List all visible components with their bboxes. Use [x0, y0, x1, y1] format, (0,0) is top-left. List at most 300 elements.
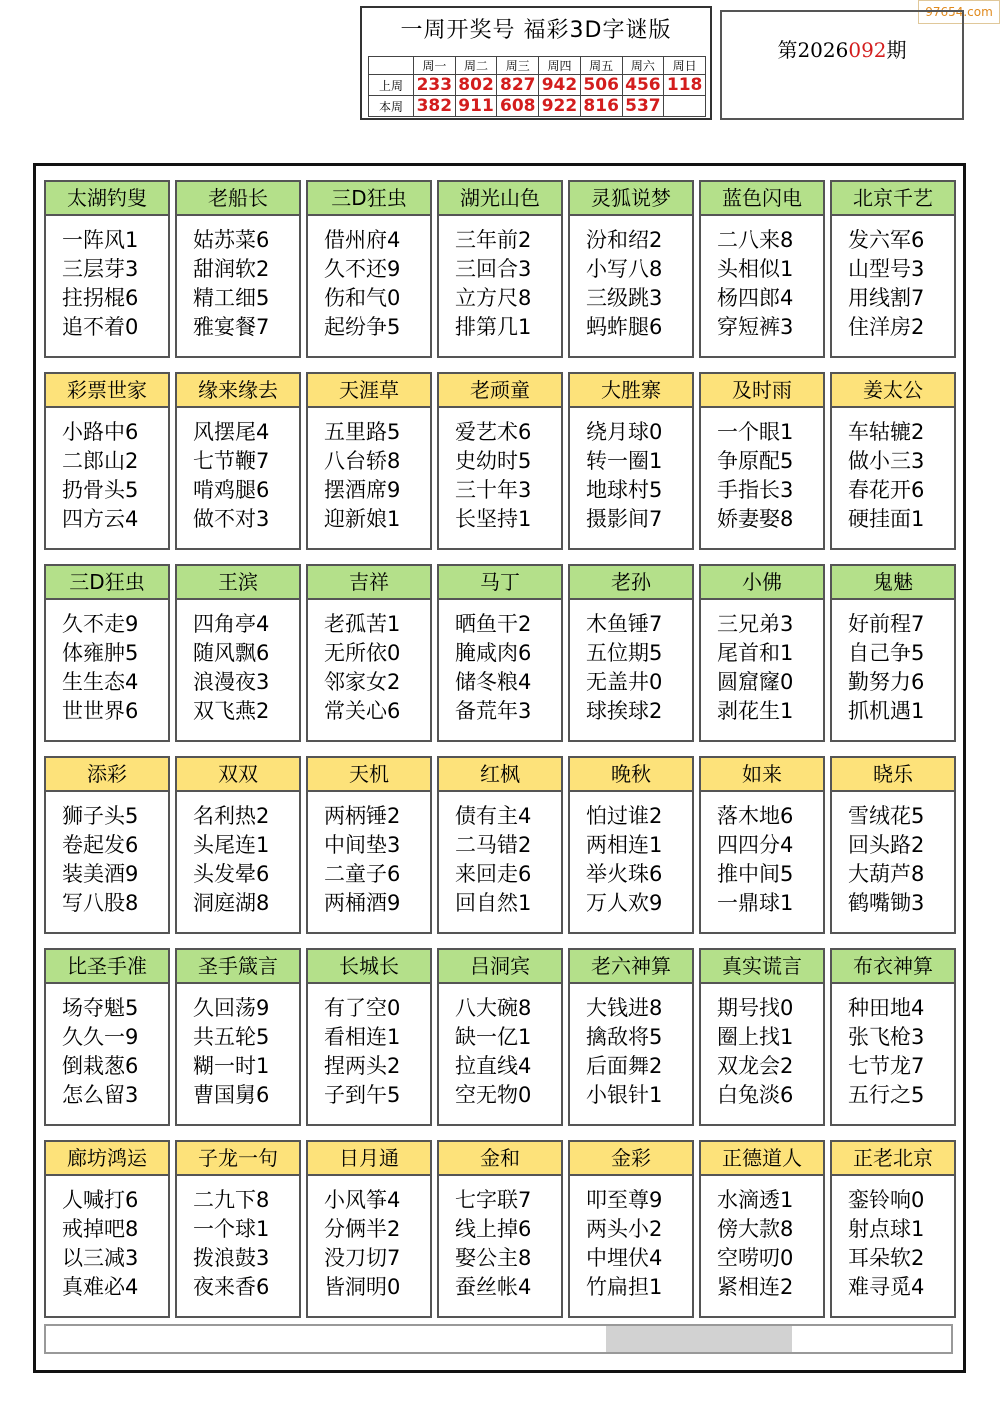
- riddle-card: [568, 948, 694, 1126]
- author-name: 圣手箴言: [177, 950, 299, 984]
- author-name: 三D狂虫: [46, 566, 168, 600]
- riddle-line: 争原配5: [717, 449, 794, 473]
- draw-number: 537: [622, 96, 664, 117]
- riddle-line: 二九下8: [193, 1188, 270, 1212]
- riddle-line: 举火珠6: [586, 862, 663, 886]
- riddle-line: 车轱辘2: [848, 420, 925, 444]
- riddle-line: 无所依0: [324, 641, 401, 665]
- riddle-lines: [439, 792, 561, 932]
- riddle-card: [699, 756, 825, 934]
- riddle-line: 皆洞明0: [324, 1275, 401, 1299]
- riddle-line: 风摆尾4: [193, 420, 270, 444]
- riddle-line: 一个眼1: [717, 420, 794, 444]
- riddle-line: 中埋伏4: [586, 1246, 663, 1270]
- riddle-lines: [177, 792, 299, 932]
- author-name: 天涯草: [308, 374, 430, 408]
- riddle-line: 种田地4: [848, 996, 925, 1020]
- riddle-line: 怎么留3: [62, 1083, 139, 1107]
- riddle-lines: [832, 984, 954, 1124]
- riddle-card: [175, 948, 301, 1126]
- riddle-lines: [177, 984, 299, 1124]
- riddle-line: 储冬粮4: [455, 670, 532, 694]
- riddle-line: 久不走9: [62, 612, 139, 636]
- riddle-lines: [46, 1176, 168, 1316]
- riddle-lines: [439, 984, 561, 1124]
- riddle-card: [175, 180, 301, 358]
- author-name: 马丁: [439, 566, 561, 600]
- riddle-card: [699, 1140, 825, 1318]
- author-name: 正老北京: [832, 1142, 954, 1176]
- riddle-line: 长坚持1: [455, 507, 532, 531]
- riddle-line: 手指长3: [717, 478, 794, 502]
- riddle-line: 浪漫夜3: [193, 670, 270, 694]
- riddle-lines: [570, 792, 692, 932]
- draw-number: 827: [497, 75, 539, 96]
- riddle-card: [44, 756, 170, 934]
- riddle-line: 伤和气0: [324, 286, 401, 310]
- author-name: 长城长: [308, 950, 430, 984]
- author-name: 如来: [701, 758, 823, 792]
- author-name: 布衣神算: [832, 950, 954, 984]
- draw-number: 911: [455, 96, 497, 117]
- author-name: 金彩: [570, 1142, 692, 1176]
- riddle-line: 后面舞2: [586, 1054, 663, 1078]
- riddle-line: 四方云4: [62, 507, 139, 531]
- riddle-line: 小银针1: [586, 1083, 663, 1107]
- riddle-card: [175, 564, 301, 742]
- riddle-line: 雅宴餐7: [193, 315, 270, 339]
- riddle-lines: [439, 408, 561, 548]
- riddle-line: 腌咸肉6: [455, 641, 532, 665]
- author-name: 王滨: [177, 566, 299, 600]
- author-name: 蓝色闪电: [701, 182, 823, 216]
- riddle-card: [568, 180, 694, 358]
- riddle-line: 立方尺8: [455, 286, 532, 310]
- riddle-line: 水滴透1: [717, 1188, 794, 1212]
- riddle-line: 三层芽3: [62, 257, 139, 281]
- row-label: 本周: [369, 96, 414, 117]
- riddle-line: 二八来8: [717, 228, 794, 252]
- riddle-card: [437, 948, 563, 1126]
- day-label: 周一: [414, 57, 456, 75]
- riddle-line: 捏两头2: [324, 1054, 401, 1078]
- riddle-line: 四角亭4: [193, 612, 270, 636]
- riddle-lines: [177, 600, 299, 740]
- riddle-line: 硬挂面1: [848, 507, 925, 531]
- riddle-lines: [177, 408, 299, 548]
- riddle-line: 场夺魁5: [62, 996, 139, 1020]
- author-name: 双双: [177, 758, 299, 792]
- riddle-card: [44, 372, 170, 550]
- riddle-line: 銮铃响0: [848, 1188, 925, 1212]
- author-name: 缘来缘去: [177, 374, 299, 408]
- author-name: 金和: [439, 1142, 561, 1176]
- riddle-line: 线上掉6: [455, 1217, 532, 1241]
- riddle-line: 汾和绍2: [586, 228, 663, 252]
- riddle-card: [568, 1140, 694, 1318]
- riddle-line: 来回走6: [455, 862, 532, 886]
- riddle-lines: [439, 216, 561, 356]
- riddle-line: 迎新娘1: [324, 507, 401, 531]
- riddle-line: 狮子头5: [62, 804, 139, 828]
- riddle-line: 五行之5: [848, 1083, 925, 1107]
- draw-table: [368, 56, 706, 117]
- author-name: 比圣手准: [46, 950, 168, 984]
- author-name: 及时雨: [701, 374, 823, 408]
- riddle-line: 摄影间7: [586, 507, 663, 531]
- riddle-line: 卷起发6: [62, 833, 139, 857]
- riddle-line: 世世界6: [62, 699, 139, 723]
- riddle-line: 两头小2: [586, 1217, 663, 1241]
- this-week-row: [369, 96, 706, 117]
- riddle-line: 两相连1: [586, 833, 663, 857]
- riddle-line: 没刀切7: [324, 1246, 401, 1270]
- last-week-row: [369, 75, 706, 96]
- riddle-card: [44, 564, 170, 742]
- day-label: 周日: [664, 57, 706, 75]
- issue-suffix: 期: [886, 38, 907, 62]
- author-name: 老顽童: [439, 374, 561, 408]
- riddle-line: 头相似1: [717, 257, 794, 281]
- riddle-line: 期号找0: [717, 996, 794, 1020]
- riddle-line: 看相连1: [324, 1025, 401, 1049]
- riddle-lines: [308, 792, 430, 932]
- riddle-line: 史幼时5: [455, 449, 532, 473]
- riddle-line: 倒栽葱6: [62, 1054, 139, 1078]
- riddle-line: 竹扁担1: [586, 1275, 663, 1299]
- riddle-line: 债有主4: [455, 804, 532, 828]
- riddle-line: 转一圈1: [586, 449, 663, 473]
- days-row: [369, 57, 706, 75]
- riddle-line: 做小三3: [848, 449, 925, 473]
- riddle-line: 久回荡9: [193, 996, 270, 1020]
- riddle-line: 勤努力6: [848, 670, 925, 694]
- riddle-line: 小路中6: [62, 420, 139, 444]
- author-name: 老船长: [177, 182, 299, 216]
- riddle-line: 怕过谁2: [586, 804, 663, 828]
- day-label: 周二: [455, 57, 497, 75]
- riddle-line: 球挨球2: [586, 699, 663, 723]
- riddle-line: 张飞枪3: [848, 1025, 925, 1049]
- author-name: 三D狂虫: [308, 182, 430, 216]
- riddle-grid: [44, 180, 956, 1318]
- riddle-line: 好前程7: [848, 612, 925, 636]
- riddle-lines: [308, 1176, 430, 1316]
- riddle-lines: [308, 216, 430, 356]
- draw-number: 816: [580, 96, 622, 117]
- riddle-line: 三年前2: [455, 228, 532, 252]
- riddle-card: [437, 372, 563, 550]
- riddle-lines: [832, 792, 954, 932]
- riddle-line: 追不着0: [62, 315, 139, 339]
- riddle-line: 落木地6: [717, 804, 794, 828]
- author-name: 北京千艺: [832, 182, 954, 216]
- riddle-line: 小风筝4: [324, 1188, 401, 1212]
- riddle-line: 叩至尊9: [586, 1188, 663, 1212]
- riddle-line: 头尾连1: [193, 833, 270, 857]
- riddle-line: 耳朵软2: [848, 1246, 925, 1270]
- riddle-lines: [701, 1176, 823, 1316]
- riddle-line: 备荒年3: [455, 699, 532, 723]
- draw-number: 802: [455, 75, 497, 96]
- riddle-line: 起纷争5: [324, 315, 401, 339]
- author-name: 天机: [308, 758, 430, 792]
- riddle-card: [568, 372, 694, 550]
- riddle-card: [830, 1140, 956, 1318]
- riddle-line: 两柄锤2: [324, 804, 401, 828]
- riddle-card: [306, 372, 432, 550]
- riddle-card: [568, 564, 694, 742]
- riddle-line: 真难必4: [62, 1275, 139, 1299]
- draw-number: 506: [580, 75, 622, 96]
- riddle-lines: [308, 600, 430, 740]
- riddle-line: 精工细5: [193, 286, 270, 310]
- riddle-line: 杨四郎4: [717, 286, 794, 310]
- riddle-lines: [570, 216, 692, 356]
- riddle-lines: [701, 984, 823, 1124]
- riddle-card: [306, 564, 432, 742]
- riddle-lines: [701, 600, 823, 740]
- riddle-line: 娇妻娶8: [717, 507, 794, 531]
- riddle-line: 大葫芦8: [848, 862, 925, 886]
- riddle-line: 抓机遇1: [848, 699, 925, 723]
- riddle-line: 随风飘6: [193, 641, 270, 665]
- row-label: 上周: [369, 75, 414, 96]
- author-name: 子龙一句: [177, 1142, 299, 1176]
- riddle-line: 鹤嘴锄3: [848, 891, 925, 915]
- riddle-line: 八大碗8: [455, 996, 532, 1020]
- riddle-lines: [832, 1176, 954, 1316]
- riddle-line: 空无物0: [455, 1083, 532, 1107]
- riddle-line: 回自然1: [455, 891, 532, 915]
- bottom-bar: [44, 1324, 953, 1354]
- riddle-line: 大钱进8: [586, 996, 663, 1020]
- riddle-board: [33, 163, 966, 1373]
- riddle-line: 拨浪鼓3: [193, 1246, 270, 1270]
- riddle-line: 夜来香6: [193, 1275, 270, 1299]
- riddle-lines: [570, 600, 692, 740]
- riddle-card: [437, 756, 563, 934]
- riddle-line: 剥花生1: [717, 699, 794, 723]
- riddle-lines: [46, 600, 168, 740]
- riddle-line: 白兔淡6: [717, 1083, 794, 1107]
- riddle-line: 一个球1: [193, 1217, 270, 1241]
- riddle-line: 娶公主8: [455, 1246, 532, 1270]
- issue-number: 092: [848, 38, 887, 62]
- riddle-lines: [832, 408, 954, 548]
- riddle-card: [830, 564, 956, 742]
- author-name: 彩票世家: [46, 374, 168, 408]
- riddle-line: 共五轮5: [193, 1025, 270, 1049]
- riddle-line: 万人欢9: [586, 891, 663, 915]
- riddle-lines: [46, 984, 168, 1124]
- riddle-line: 射点球1: [848, 1217, 925, 1241]
- riddle-line: 二马错2: [455, 833, 532, 857]
- riddle-line: 春花开6: [848, 478, 925, 502]
- riddle-lines: [46, 792, 168, 932]
- riddle-card: [830, 948, 956, 1126]
- author-name: 日月通: [308, 1142, 430, 1176]
- riddle-card: [306, 948, 432, 1126]
- riddle-card: [830, 372, 956, 550]
- riddle-line: 二郎山2: [62, 449, 139, 473]
- riddle-card: [568, 756, 694, 934]
- riddle-card: [699, 564, 825, 742]
- author-name: 灵狐说梦: [570, 182, 692, 216]
- riddle-line: 无盖井0: [586, 670, 663, 694]
- author-name: 姜太公: [832, 374, 954, 408]
- draw-number: 942: [539, 75, 581, 96]
- corner-cell: [369, 57, 414, 75]
- riddle-line: 自己争5: [848, 641, 925, 665]
- day-label: 周六: [622, 57, 664, 75]
- riddle-line: 五里路5: [324, 420, 401, 444]
- issue-prefix: 第2026: [777, 38, 849, 62]
- riddle-card: [175, 1140, 301, 1318]
- riddle-line: 发六军6: [848, 228, 925, 252]
- riddle-line: 名利热2: [193, 804, 270, 828]
- riddle-line: 装美酒9: [62, 862, 139, 886]
- riddle-line: 爱艺术6: [455, 420, 532, 444]
- author-name: 太湖钓叟: [46, 182, 168, 216]
- draw-number: 382: [414, 96, 456, 117]
- riddle-line: 排第几1: [455, 315, 532, 339]
- riddle-line: 两桶酒9: [324, 891, 401, 915]
- author-name: 添彩: [46, 758, 168, 792]
- riddle-lines: [46, 408, 168, 548]
- author-name: 大胜寨: [570, 374, 692, 408]
- riddle-lines: [308, 984, 430, 1124]
- riddle-line: 山型号3: [848, 257, 925, 281]
- day-label: 周四: [539, 57, 581, 75]
- riddle-line: 八台轿8: [324, 449, 401, 473]
- riddle-line: 头发晕6: [193, 862, 270, 886]
- riddle-line: 圆窟窿0: [717, 670, 794, 694]
- riddle-card: [699, 948, 825, 1126]
- riddle-line: 洞庭湖8: [193, 891, 270, 915]
- author-name: 吉祥: [308, 566, 430, 600]
- draw-number: 118: [664, 75, 706, 96]
- riddle-line: 空唠叨0: [717, 1246, 794, 1270]
- riddle-line: 穿短裤3: [717, 315, 794, 339]
- riddle-line: 中间垫3: [324, 833, 401, 857]
- riddle-card: [44, 180, 170, 358]
- riddle-card: [437, 180, 563, 358]
- riddle-card: [830, 756, 956, 934]
- riddle-lines: [177, 1176, 299, 1316]
- riddle-line: 用线割7: [848, 286, 925, 310]
- riddle-line: 戒掉吧8: [62, 1217, 139, 1241]
- riddle-line: 做不对3: [193, 507, 270, 531]
- riddle-line: 蚂蚱腿6: [586, 315, 663, 339]
- riddle-card: [306, 180, 432, 358]
- riddle-line: 回头路2: [848, 833, 925, 857]
- riddle-card: [437, 564, 563, 742]
- author-name: 真实谎言: [701, 950, 823, 984]
- riddle-card: [306, 756, 432, 934]
- riddle-card: [699, 180, 825, 358]
- riddle-lines: [570, 984, 692, 1124]
- riddle-lines: [439, 1176, 561, 1316]
- riddle-card: [437, 1140, 563, 1318]
- draw-number: 608: [497, 96, 539, 117]
- riddle-line: 蚕丝帐4: [455, 1275, 532, 1299]
- riddle-card: [175, 756, 301, 934]
- riddle-line: 久久一9: [62, 1025, 139, 1049]
- riddle-line: 曹国舅6: [193, 1083, 270, 1107]
- riddle-card: [699, 372, 825, 550]
- author-name: 晓乐: [832, 758, 954, 792]
- riddle-lines: [308, 408, 430, 548]
- riddle-line: 七节鞭7: [193, 449, 270, 473]
- watermark-logo: 97654.com: [918, 0, 1000, 24]
- riddle-lines: [177, 216, 299, 356]
- riddle-line: 四四分4: [717, 833, 794, 857]
- riddle-lines: [701, 408, 823, 548]
- riddle-line: 分俩半2: [324, 1217, 401, 1241]
- riddle-line: 地球村5: [586, 478, 663, 502]
- riddle-line: 推中间5: [717, 862, 794, 886]
- author-name: 老六神算: [570, 950, 692, 984]
- riddle-line: 擒敌将5: [586, 1025, 663, 1049]
- riddle-line: 啃鸡腿6: [193, 478, 270, 502]
- riddle-line: 有了空0: [324, 996, 401, 1020]
- riddle-line: 五位期5: [586, 641, 663, 665]
- riddle-line: 以三减3: [62, 1246, 139, 1270]
- riddle-line: 体雍肿5: [62, 641, 139, 665]
- riddle-line: 拄拐棍6: [62, 286, 139, 310]
- riddle-lines: [832, 600, 954, 740]
- riddle-line: 尾首和1: [717, 641, 794, 665]
- riddle-line: 拉直线4: [455, 1054, 532, 1078]
- riddle-line: 老孤苦1: [324, 612, 401, 636]
- author-name: 晚秋: [570, 758, 692, 792]
- day-label: 周三: [497, 57, 539, 75]
- riddle-card: [306, 1140, 432, 1318]
- riddle-line: 七节龙7: [848, 1054, 925, 1078]
- riddle-line: 七字联7: [455, 1188, 532, 1212]
- riddle-line: 甜润软2: [193, 257, 270, 281]
- day-label: 周五: [580, 57, 622, 75]
- riddle-lines: [570, 1176, 692, 1316]
- author-name: 老孙: [570, 566, 692, 600]
- draw-number: [664, 96, 706, 117]
- riddle-line: 住洋房2: [848, 315, 925, 339]
- riddle-line: 三回合3: [455, 257, 532, 281]
- draw-number: 456: [622, 75, 664, 96]
- riddle-line: 圈上找1: [717, 1025, 794, 1049]
- riddle-line: 二童子6: [324, 862, 401, 886]
- riddle-line: 难寻觅4: [848, 1275, 925, 1299]
- riddle-line: 双龙会2: [717, 1054, 794, 1078]
- riddle-card: [175, 372, 301, 550]
- riddle-lines: [832, 216, 954, 356]
- riddle-line: 扔骨头5: [62, 478, 139, 502]
- riddle-line: 双飞燕2: [193, 699, 270, 723]
- riddle-line: 邻家女2: [324, 670, 401, 694]
- author-name: 湖光山色: [439, 182, 561, 216]
- riddle-line: 写八股8: [62, 891, 139, 915]
- riddle-line: 绕月球0: [586, 420, 663, 444]
- draw-number: 233: [414, 75, 456, 96]
- riddle-line: 姑苏菜6: [193, 228, 270, 252]
- bottom-bar-shade: [606, 1326, 792, 1352]
- author-name: 红枫: [439, 758, 561, 792]
- riddle-line: 子到午5: [324, 1083, 401, 1107]
- panel-title: 一周开奖号 福彩3D字谜版: [400, 18, 672, 43]
- riddle-line: 人喊打6: [62, 1188, 139, 1212]
- author-name: 正德道人: [701, 1142, 823, 1176]
